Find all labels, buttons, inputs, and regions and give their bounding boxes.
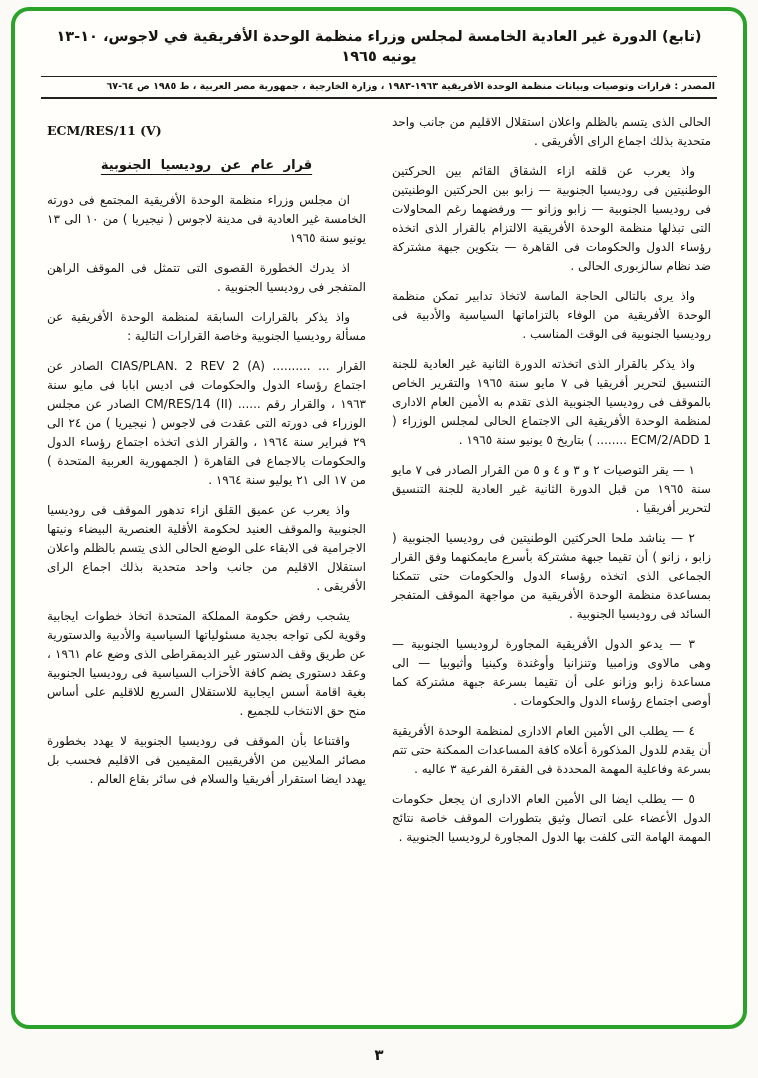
paragraph: واقتناعا بأن الموقف فى روديسيا الجنوبية لا يهدد بخطورة مصائر الملايين من الأفريقيين المقيمين فى الاقليم فحسب بل يهدد ايضا استقرار أفريقيا والسلام فى سائر بقاع العالم . [47,733,366,786]
page-border [11,7,747,1029]
page-header [39,27,719,99]
operative-paragraph-2: ٢ — يناشد ملحا الحركتين الوطنيتين فى روديسيا الجنوبية ( زابو ، زانو ) أن تقيما جبهة مشتركة بأسرع مايمكنهما وفق القرار الجماعى الذى اتخذه رؤساء الدول والحكومات حتى تتمكنا بمساعدة منظمة الوحدة الأفريقية من مواجهة الموقف المتفجر السائد فى روديسيا الجنوبية . [392,530,711,621]
page-number: ٣ [374,1046,384,1064]
operative-paragraph-4: ٤ — يطلب الى الأمين العام الادارى لمنظمة الوحدة الأفريقية أن يقدم للدول المذكورة أعلاه كافة المساعدات الممكنة حتى تتم بسرعة وفاعلية المهمة المحددة فى الفقرة الفرعية ٣ عاليه . [392,723,711,776]
source-line: المصدر : قرارات وتوصيات وبيانات منظمة الوحدة الأفريقية ١٩٦٣-١٩٨٣ ، وزارة الخارجية ، جمهورية مصر العربية ، ط ١٩٨٥ ص ٦٤-٦٧ [106,80,715,92]
resolution-code: ECM/RES/11 (V) [47,122,162,138]
paragraph: يشجب رفض حكومة المملكة المتحدة اتخاذ خطوات ايجابية وقوية لكى تواجه بجدية مسئولياتها السياسية والأدبية والدستورية عن طريق وقف الدستور غير الديمقراطى الذى وضع عام ١٩٦١ ، وعقد دستورى يضم كافة الأحزاب السياسية فى روديسيا الجنوبية بغية اقامة أسس ايجابية للاستقلال السريع للاقليم على أساس منح حق الانتخاب للجميع . [47,608,366,718]
resolution-title: قرار عام عن روديسيا الجنوبية [100,157,313,173]
resolution-column [47,113,366,858]
paragraph: ان مجلس وزراء منظمة الوحدة الأفريقية المجتمع فى دورته الخامسة غير العادية فى مدينة لاجوس ( نيجيريا ) من ١٠ الى ١٣ يونيو سنة ١٩٦٥ [47,192,366,245]
operative-paragraph-3: ٣ — يدعو الدول الأفريقية المجاورة لروديسيا الجنوبية — وهى مالاوى وزامبيا وتنزانيا وأوغندة وكينيا وأثيوبيا — الى مساعدة زابو وزانو على أن تقيما بسرعة جبهة مشتركة كما أوصى اجتماع رؤساء الدول والحكومات . [392,636,711,708]
paragraph: واذ يعرب عن قلقه ازاء الشقاق القائم بين الحركتين الوطنيتين فى روديسيا الجنوبية — زابو بين الحركتين الوطنيتين فى روديسيا الجنوبية — زابو وزانو — ورفضهما رغم المحاولات التى تبذلها منظمة الوحدة الأفريقية الالتزام بالقرار الذى اتخذه رؤساء الدول والحكومات فى القاهرة — بتكوين جبهة مشتركة ضد نظام سالزبورى الحالى . [392,163,711,273]
paragraph: واذ يعرب عن عميق القلق ازاء تدهور الموقف فى روديسيا الجنوبية والموقف العنيد لحكومة الأقلية العنصرية البيضاء ونيتها الاجرامية فى الابقاء على الوضع الحالى الذى يتسم بالظلم واعلان استقلال الاقليم من جانب واحد متحدية بذلك اجماع الراى الأفريقى . [47,502,366,593]
operative-paragraph-5: ٥ — يطلب ايضا الى الأمين العام الادارى ان يجعل حكومات الدول الأعضاء على اتصال وثيق بتطورات الموقف خاصة نتائج المهمة الهامة التى كلفت بها الدول المجاورة لروديسيا الجنوبية . [392,791,711,844]
paragraph: اذ يدرك الخطورة القصوى التى تتمثل فى الموقف الراهن المتفجر فى روديسيا الجنوبية . [47,260,366,294]
paragraph: واذ يذكر بالقرار الذى اتخذته الدورة الثانية غير العادية للجنة التنسيق لتحرير أفريقيا فى ٧ مايو سنة ١٩٦٥ والتقرير الخاص بالموقف فى روديسيا الجنوبية الذى تقدم به الأمين العام الادارى لمنظمة الوحدة الأفريقية الى الاجتماع الحالى لمجلس الوزراء ( ECM/2/ADD 1 ........ ) بتاريخ ٥ يونيو سنة ١٩٦٥ . [392,356,711,447]
document-body [39,103,719,858]
paragraph: الحالى الذى يتسم بالظلم واعلان استقلال الاقليم من جانب واحد متحدية بذلك اجماع الراى الأفريقى . [392,114,711,148]
header-divider-top [41,76,717,77]
paragraph: واذ يرى بالتالى الحاجة الماسة لاتخاذ تدابير تمكن منظمة الوحدة الأفريقية من الوفاء بالتزاماتها السياسية والأدبية فى روديسيا الجنوبية فى الوقت المناسب . [392,288,711,341]
header-title: (تابع) الدورة غير العادية الخامسة لمجلس وزراء منظمة الوحدة الأفريقية في لاجوس، ١٠-١٣ يونيه ١٩٦٥ [56,29,702,66]
header-divider-bottom [41,97,717,99]
paragraph: واذ يذكر بالقرارات السابقة لمنظمة الوحدة الأفريقية عن مسألة روديسيا الجنوبية وخاصة القرارات التالية : [47,309,366,343]
operative-paragraph-1: ١ — يقر التوصيات ٢ و ٣ و ٤ و ٥ من القرار الصادر فى ٧ مايو سنة ١٩٦٥ من قبل الدورة الثانية غير العادية للجنة التنسيق لتحرير أفريقيا . [392,462,711,515]
continuation-column [392,113,711,858]
paragraph: القرار ... .......... CIAS/PLAN. 2 REV 2 (A) الصادر عن اجتماع رؤساء الدول والحكومات فى اديس ابابا فى مايو سنة ١٩٦٣ ، والقرار رقم ...... CM/RES/14 (II) الصادر عن مجلس الوزراء فى دورته التى عقدت فى لاجوس ( نيجيريا ) من ٢٤ الى ٢٩ فبراير سنة ١٩٦٤ ، والقرار الذى اتخذه اجتماع رؤساء الدول والحكومات بالاجماع فى القاهرة ( الجمهورية العربية المتحدة ) من ١٧ الى ٢١ يوليو سنة ١٩٦٤ . [47,358,367,487]
